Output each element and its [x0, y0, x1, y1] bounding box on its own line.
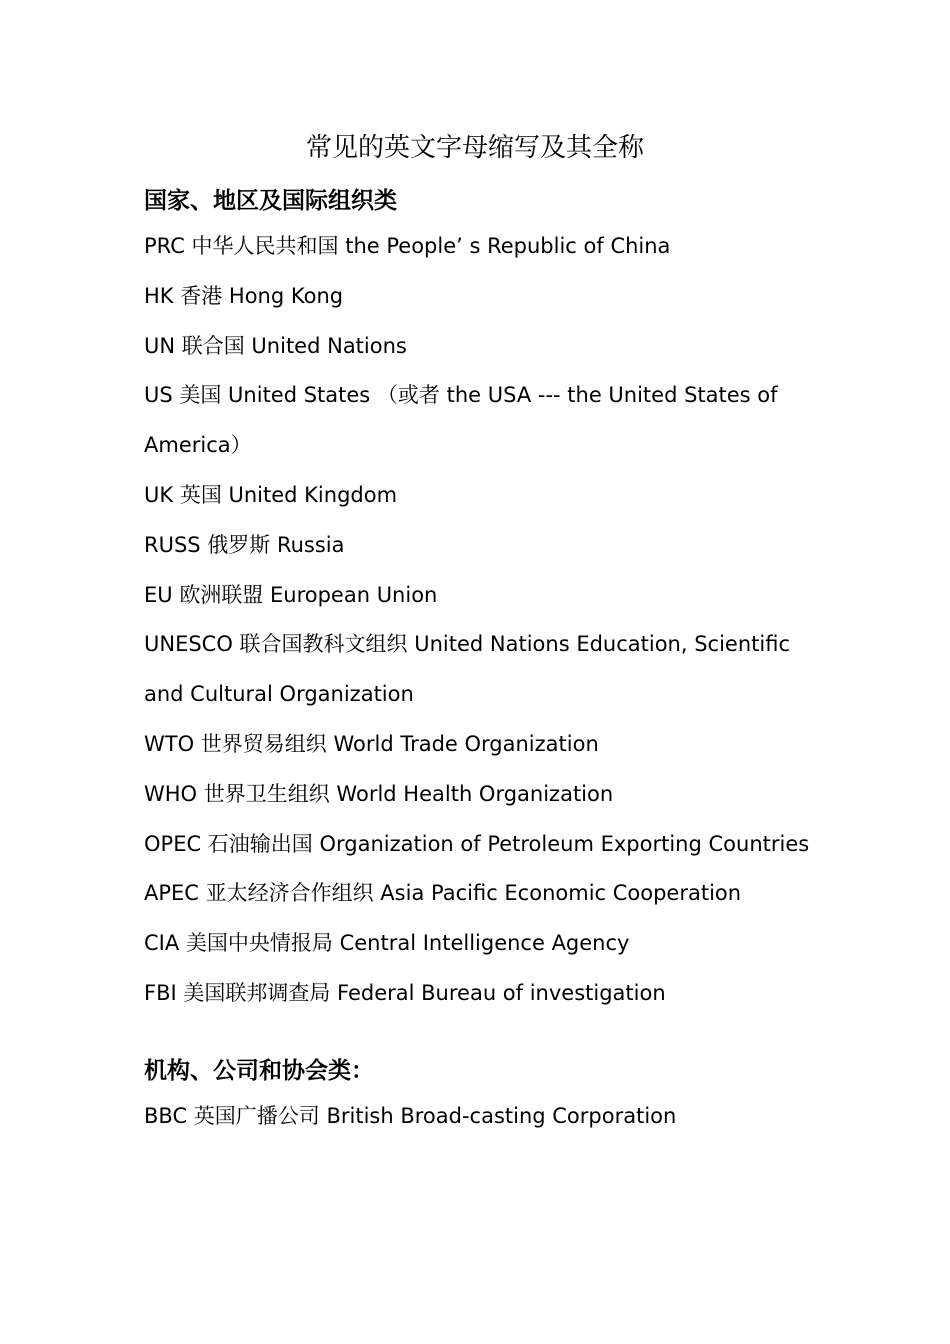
document-title: 常见的英文字母缩写及其全称 — [305, 133, 644, 163]
abbreviation-list-institutions-companies — [144, 1092, 824, 1142]
abbreviation-entry: EU 欧洲联盟 European Union — [144, 582, 438, 607]
abbreviation-entry: HK 香港 Hong Kong — [144, 283, 344, 308]
abbreviation-entry: OPEC 石油输出国 Organization of Petroleum Exporting Countries — [144, 831, 810, 856]
abbreviation-entry: FBI 美国联邦调查局 Federal Bureau of investigation — [144, 980, 666, 1005]
abbreviation-entry: PRC 中华人民共和国 the People’ s Republic of China — [144, 234, 671, 258]
abbreviation-entry: US 美国 United States （或者 the USA --- the United States of America） — [144, 383, 778, 458]
abbreviation-list-countries-organizations — [144, 222, 824, 1019]
abbreviation-entry: UNESCO 联合国教科文组织 United Nations Education, Scientific and Cultural Organization — [144, 632, 790, 707]
section-heading-institutions-companies: 机构、公司和协会类： — [144, 1057, 374, 1084]
abbreviation-entry: APEC 亚太经济合作组织 Asia Pacific Economic Cooperation — [144, 881, 742, 906]
section-heading-countries-organizations: 国家、地区及国际组织类 — [144, 188, 397, 214]
abbreviation-entry: RUSS 俄罗斯 Russia — [144, 532, 345, 557]
abbreviation-entry: WTO 世界贸易组织 World Trade Organization — [144, 731, 599, 756]
abbreviation-entry: WHO 世界卫生组织 World Health Organization — [144, 781, 614, 806]
document-body — [144, 180, 824, 1142]
abbreviation-entry: UN 联合国 United Nations — [144, 333, 407, 358]
abbreviation-entry: CIA 美国中央情报局 Central Intelligence Agency — [144, 931, 630, 956]
abbreviation-entry: UK 英国 United Kingdom — [144, 482, 398, 507]
abbreviation-entry: BBC 英国广播公司 British Broad-casting Corporation — [144, 1103, 677, 1128]
